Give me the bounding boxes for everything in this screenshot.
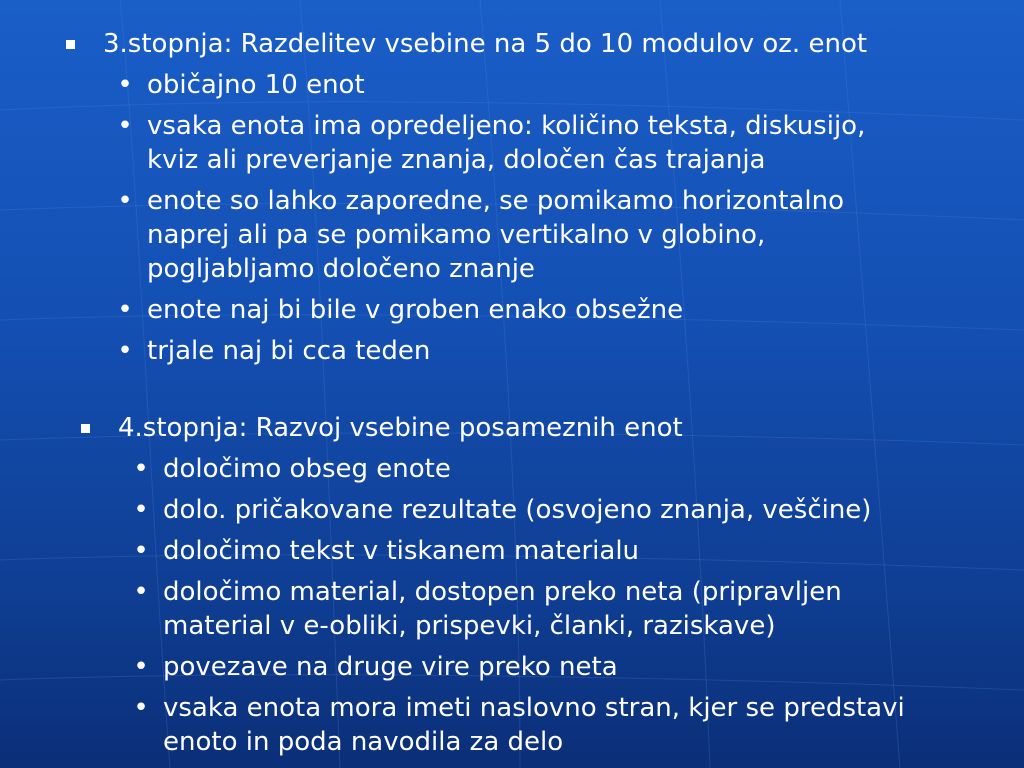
list-item bbox=[133, 534, 993, 568]
section-bullet-square bbox=[81, 424, 90, 433]
bullet-dot: • bbox=[117, 186, 133, 216]
list-item-text: vsaka enota mora imeti naslovno stran, kjer se predstavi bbox=[163, 693, 905, 723]
list-item-text: enote naj bi bile v groben enako obsežne bbox=[147, 295, 684, 325]
list-item-text: dolo. pričakovane rezultate (osvojeno znanja, veščine) bbox=[163, 495, 872, 525]
section-heading: 3.stopnja: Razdelitev vsebine na 5 do 10 modulov oz. enot bbox=[103, 29, 868, 59]
bullet-dot: • bbox=[133, 495, 149, 525]
list-item-text: določimo material, dostopen preko neta (pripravljen bbox=[163, 577, 842, 607]
list-item-text: material v e-obliki, prispevki, članki, raziskave) bbox=[163, 611, 776, 641]
list-item-text: enote so lahko zaporedne, se pomikamo horizontalno bbox=[147, 186, 844, 216]
list-item bbox=[117, 293, 987, 327]
list-item-text: določimo obseg enote bbox=[163, 454, 451, 484]
list-item-text: pogljabljamo določeno znanje bbox=[147, 254, 535, 284]
bullet-dot: • bbox=[117, 336, 133, 366]
list-item bbox=[117, 334, 987, 368]
section-heading: 4.stopnja: Razvoj vsebine posameznih enot bbox=[118, 413, 683, 443]
bullet-dot: • bbox=[117, 111, 133, 141]
list-item-text: naprej ali pa se pomikamo vertikalno v globino, bbox=[147, 220, 766, 250]
bullet-dot: • bbox=[133, 536, 149, 566]
bullet-dot: • bbox=[133, 454, 149, 484]
list-item bbox=[133, 691, 993, 759]
list-item bbox=[117, 109, 987, 177]
bullet-dot: • bbox=[133, 652, 149, 682]
bullet-dot: • bbox=[133, 693, 149, 723]
section-bullet-square bbox=[66, 40, 75, 49]
list-item-text: kviz ali preverjanje znanja, določen čas trajanja bbox=[147, 145, 766, 175]
bullet-dot: • bbox=[133, 577, 149, 607]
list-item-text: trjale naj bi cca teden bbox=[147, 336, 431, 366]
list-item bbox=[133, 575, 993, 643]
list-item-text: enoto in poda navodila za delo bbox=[163, 727, 564, 757]
list-item-text: določimo tekst v tiskanem materialu bbox=[163, 536, 640, 566]
list-item bbox=[133, 452, 993, 486]
list-item bbox=[117, 184, 987, 286]
section-3-list bbox=[117, 68, 987, 375]
bullet-dot: • bbox=[117, 70, 133, 100]
list-item-text: običajno 10 enot bbox=[147, 70, 365, 100]
list-item bbox=[133, 493, 993, 527]
list-item bbox=[133, 650, 993, 684]
section-4-list bbox=[133, 452, 993, 766]
list-item-text: vsaka enota ima opredeljeno: količino teksta, diskusijo, bbox=[147, 111, 866, 141]
list-item bbox=[117, 68, 987, 102]
list-item-text: povezave na druge vire preko neta bbox=[163, 652, 618, 682]
bullet-dot: • bbox=[117, 295, 133, 325]
